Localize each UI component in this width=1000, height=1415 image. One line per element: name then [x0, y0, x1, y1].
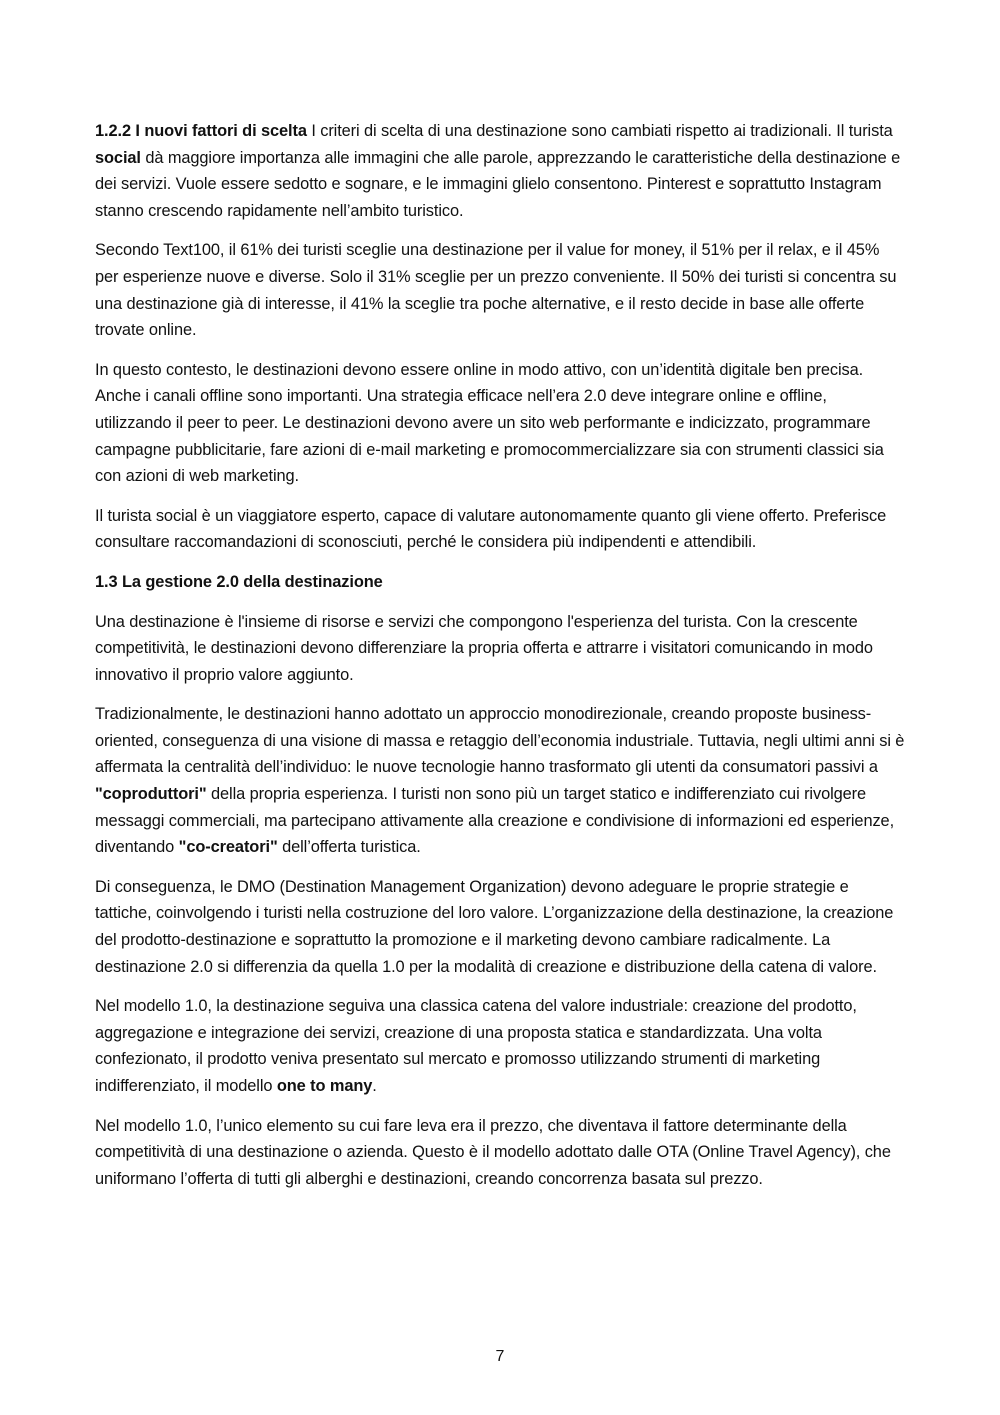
paragraph-text: I criteri di scelta di una destinazione sono cambiati rispetto ai tradizionali. Il turista: [306, 122, 893, 140]
paragraph-text: Nel modello 1.0, la destinazione seguiva una classica catena del valore industriale: creazione del prodotto, aggregazione e integrazione dei servizi, creazione di una proposta statica e standardizzata. Una volta confezionato, il prodotto veniva presentato sul mercato e promosso utilizzando strumenti di marketing indifferenziato, il modello: [95, 997, 857, 1095]
paragraph-model-1-0-price: Nel modello 1.0, l’unico elemento su cui fare leva era il prezzo, che diventava il fattore determinante della competitività di una destinazione o azienda. Questo è il modello adottato dalle OTA (Online Travel Agency), che uniformano l’offerta di tutti gli alberghi e destinazioni, creando concorrenza basata sul prezzo.: [95, 1116, 891, 1188]
paragraph-text: dà maggiore importanza alle immagini che alle parole, apprezzando le caratteristiche della destinazione e dei servizi. Vuole essere sedotto e sognare, e le immagini glielo consentono. Pinterest e soprattutto Instagram stanno crescendo rapidamente nell’ambito turistico.: [95, 148, 901, 220]
paragraph-text: dell’offerta turistica.: [277, 838, 421, 857]
paragraph-traditional-approach: [95, 701, 907, 861]
page-number: 7: [495, 1348, 505, 1365]
section-heading-1-2-2: 1.2.2 I nuovi fattori di scelta: [95, 122, 307, 140]
paragraph-social-tourist: Il turista social è un viaggiatore esperto, capace di valutare autonomamente quanto gli viene offerto. Preferisce consultare raccomandazioni di sconosciuti, perché le considera più indipendenti e attendibili.: [95, 506, 887, 552]
paragraph-destination-definition: Una destinazione è l'insieme di risorse e servizi che compongono l'esperienza del turista. Con la crescente competitività, le destinazioni devono differenziare la propria offerta e attrarre i visitatori comunicando in modo innovativo il proprio valore aggiunto.: [95, 612, 873, 684]
bold-term-social: social: [95, 148, 141, 167]
paragraph-model-1-0-chain: [95, 993, 907, 1099]
paragraph-text100-stats: Secondo Text100, il 61% dei turisti sceglie una destinazione per il value for money, il 51% per il relax, e il 45% per esperienze nuove e diverse. Solo il 31% sceglie per un prezzo conveniente. Il 50% dei turisti si concentra su una destinazione già di interesse, il 41% la sceglie tra poche alternative, e il resto decide in base alle offerte trovate online.: [95, 241, 897, 340]
paragraph-new-choice-factors: [95, 118, 907, 224]
bold-term-coproduttori: "coproduttori": [95, 785, 207, 804]
paragraph-text: Tradizionalmente, le destinazioni hanno adottato un approccio monodirezionale, creando proposte business-oriented, conseguenza di una visione di massa e retaggio dell’economia industriale. Tuttavia, negli ultimi anni si è affermata la centralità dell’individuo: le nuove tecnologie hanno trasformato gli utenti da consumatori passivi a: [95, 705, 905, 777]
paragraph-text: della propria esperienza. I turisti non sono più un target statico e indifferenziato cui rivolgere messaggi commerciali, ma partecipano attivamente alla creazione e condivisione di informazioni ed esperienze, diventando: [95, 785, 895, 857]
bold-term-co-creatori: "co-creatori": [178, 838, 278, 857]
paragraph-dmo: Di conseguenza, le DMO (Destination Management Organization) devono adeguare le proprie strategie e tattiche, coinvolgendo i turisti nella costruzione del loro valore. L’organizzazione della destinazione, la creazione del prodotto-destinazione e soprattutto la promozione e il marketing devono cambiare radicalmente. La destinazione 2.0 si differenzia da quella 1.0 per la modalità di creazione e distribuzione della catena di valore.: [95, 877, 894, 976]
paragraph-online-strategy: In questo contesto, le destinazioni devono essere online in modo attivo, con un’identità digitale ben precisa. Anche i canali offline sono importanti. Una strategia efficace nell’era 2.0 deve integrare online e offline, utilizzando il peer to peer. Le destinazioni devono avere un sito web performante e indicizzato, programmare campagne pubblicitarie, fare azioni di e-mail marketing e promocommercializzare sia con strumenti classici sia con azioni di web marketing.: [95, 360, 884, 486]
paragraph-text: .: [372, 1077, 377, 1095]
bold-term-one-to-many: one to many: [276, 1077, 373, 1095]
section-heading-1-3: 1.3 La gestione 2.0 della destinazione: [95, 572, 383, 591]
document-body: [95, 118, 907, 1205]
